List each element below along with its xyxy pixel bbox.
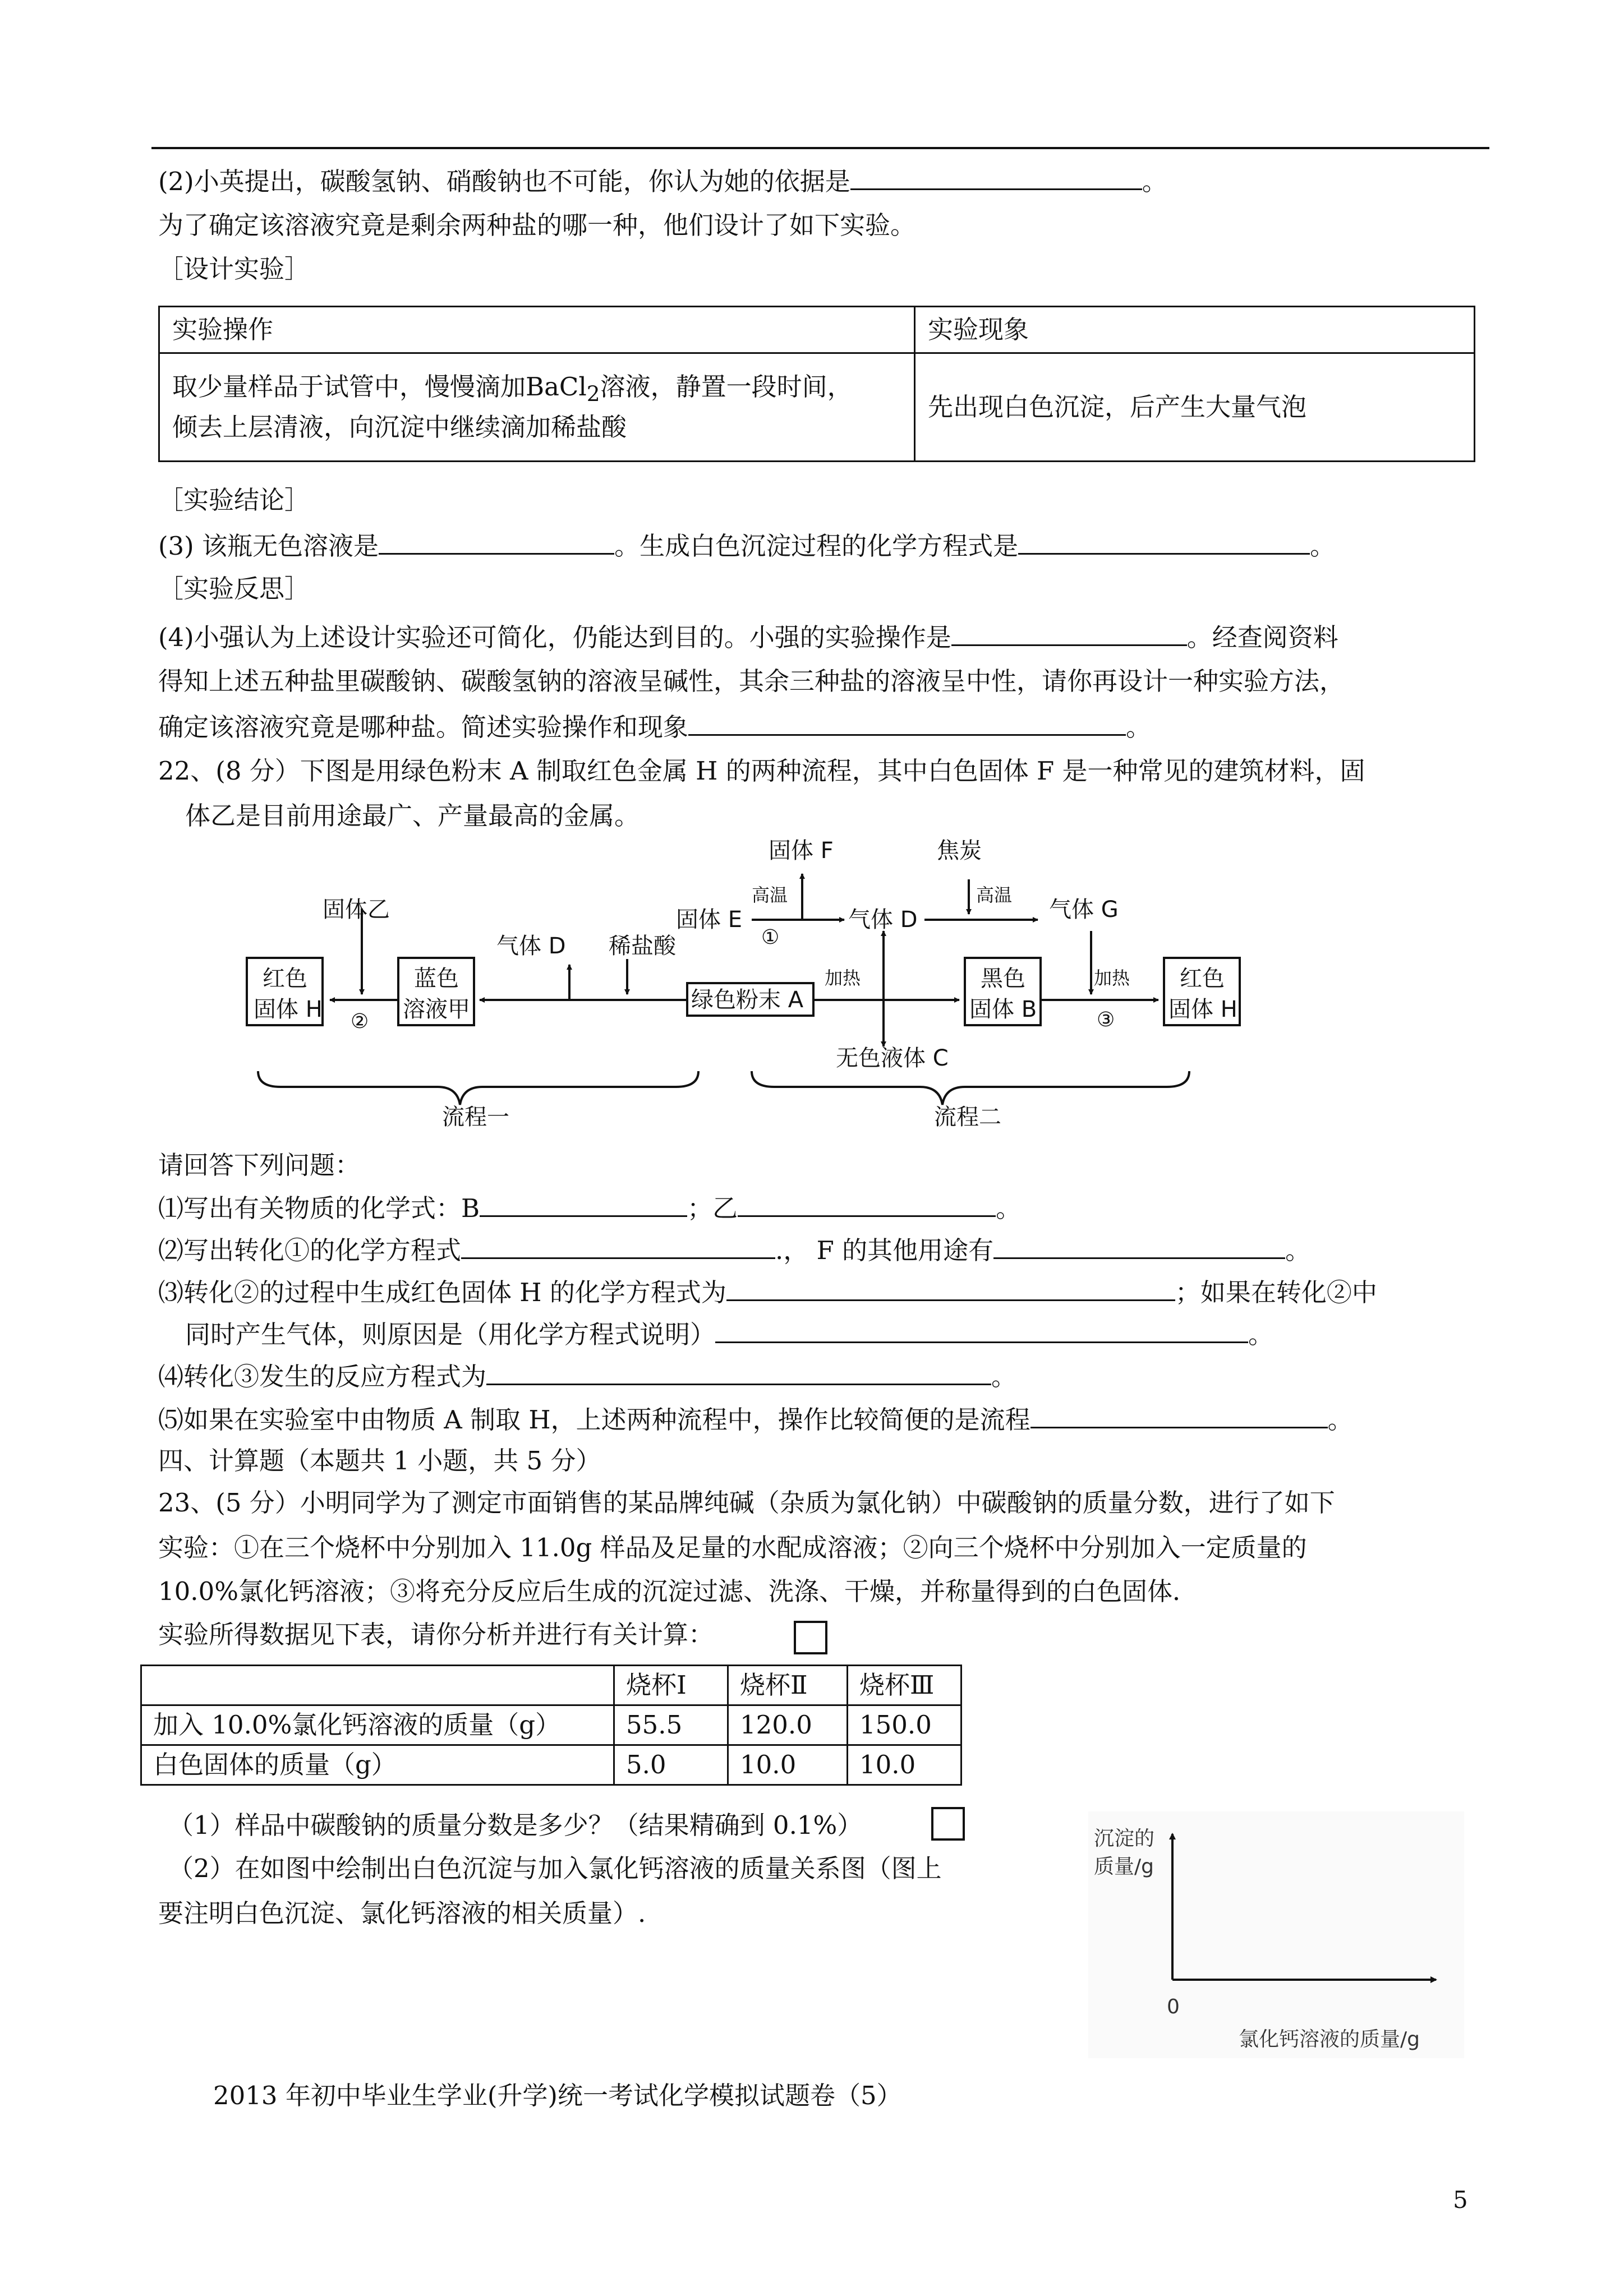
label-dilute-hcl: 稀盐酸 [609, 933, 676, 959]
q22-prompt: 请回答下列问题： [158, 1150, 361, 1180]
y-axis-label-line1: 沉淀的 [1094, 1827, 1155, 1850]
label-gas-d-top: 气体 D [848, 907, 918, 933]
label-gas-d-left: 气体 D [496, 933, 566, 959]
label-heat-1: 加热 [825, 967, 861, 989]
label-red-right-1: 红色 [1180, 966, 1225, 992]
answer-blank[interactable] [688, 709, 1126, 736]
label-high-temp-2: 高温 [976, 884, 1013, 906]
q22-sub1: ⑴写出有关物质的化学式：B ；乙 。 [158, 1191, 1021, 1225]
table-cell: 5.0 [614, 1745, 728, 1785]
table-cell: 120.0 [728, 1705, 848, 1745]
label-red-left-2: 固体 H [254, 997, 323, 1022]
label-solid-f: 固体 F [769, 838, 834, 864]
label-red-left-1: 红色 [263, 966, 307, 992]
q22-sub3-line1: ⑶转化②的过程中生成红色固体 H 的化学方程式为 ；如果在转化②中 [158, 1275, 1377, 1310]
blank-graph [1088, 1811, 1481, 2058]
table-header: 烧杯Ⅱ [728, 1666, 848, 1705]
label-black-1: 黑色 [981, 966, 1025, 992]
label-high-temp-1: 高温 [752, 884, 788, 906]
q21-part3: (3) 该瓶无色溶液是 。生成白色沉淀过程的化学方程式是 。 [158, 528, 1335, 563]
y-axis-label-line2: 质量/g [1094, 1855, 1154, 1878]
experiment-table [158, 306, 1475, 462]
q23-sub2-line1: （2）在如图中绘制出白色沉淀与加入氯化钙溶液的质量关系图（图上 [168, 1854, 942, 1883]
answer-blank[interactable] [726, 1275, 1175, 1301]
q22-sub4: ⑷转化③发生的反应方程式为 。 [158, 1359, 1016, 1394]
table-cell: 白色固体的质量（g） [141, 1745, 614, 1785]
conclusion-heading: ［实验结论］ [158, 485, 310, 515]
answer-blank[interactable] [715, 1317, 1248, 1343]
answer-blank[interactable] [993, 1233, 1285, 1259]
answer-blank[interactable] [461, 1233, 775, 1259]
data-table [140, 1665, 962, 1786]
label-flow-2: 流程二 [934, 1104, 1001, 1130]
answer-blank[interactable] [850, 164, 1142, 190]
answer-blank[interactable] [1018, 528, 1310, 555]
q21-part2: (2)小英提出，碳酸氢钠、硝酸钠也不可能，你认为她的依据是 。 [158, 164, 1167, 199]
table-cell: 10.0 [848, 1745, 961, 1785]
table-row [141, 1666, 961, 1705]
table-row [141, 1745, 961, 1785]
label-step-1: ① [761, 926, 780, 949]
section-heading: 四、计算题（本题共 1 小题，共 5 分） [158, 1446, 601, 1476]
table-cell: 10.0 [728, 1745, 848, 1785]
brace-flow-1 [258, 1071, 698, 1105]
label-coke: 焦炭 [937, 838, 982, 864]
brace-flow-2 [752, 1071, 1189, 1105]
label-liquid-c: 无色液体 C [836, 1045, 949, 1071]
label-solid-yi: 固体乙 [323, 897, 390, 923]
table-cell: 150.0 [848, 1705, 961, 1745]
flow-diagram [0, 836, 1624, 1144]
label-blue-1: 蓝色 [414, 966, 459, 992]
q21-part4-line2: 得知上述五种盐里碳酸钠、碳酸氢钠的溶液呈碱性，其余三种盐的溶液呈中性，请你再设计一种实验方法， [158, 666, 1345, 696]
label-blue-2: 溶液甲 [403, 997, 470, 1022]
q23-line2: 实验：①在三个烧杯中分别加入 11.0g 样品及足量的水配成溶液；②向三个烧杯中分别加入一定质量的 [158, 1533, 1307, 1562]
q22-sub2: ⑵写出转化①的化学方程式 .， F 的其他用途有 。 [158, 1233, 1310, 1267]
q22-sub5: ⑸如果在实验室中由物质 A 制取 H，上述两种流程中，操作比较简便的是流程 。 [158, 1402, 1353, 1437]
answer-blank[interactable] [379, 528, 614, 555]
label-flow-1: 流程一 [442, 1104, 509, 1130]
score-box[interactable] [794, 1621, 827, 1654]
q23-line3: 10.0%氯化钙溶液；③将充分反应后生成的沉淀过滤、洗涤、干燥，并称量得到的白色固体． [158, 1576, 1198, 1606]
table-row [141, 1705, 961, 1745]
q21-intro: 为了确定该溶液究竟是剩余两种盐的哪一种，他们设计了如下实验。 [158, 210, 916, 240]
score-box[interactable] [931, 1807, 965, 1841]
q23-line1: 23、(5 分）小明同学为了测定市面销售的某品牌纯碱（杂质为氯化钠）中碳酸钠的质量分数，进行了如下 [158, 1488, 1335, 1518]
table-cell: 55.5 [614, 1705, 728, 1745]
label-solid-e: 固体 E [676, 907, 742, 933]
table-cell: 加入 10.0%氯化钙溶液的质量（g） [141, 1705, 614, 1745]
answer-blank[interactable] [951, 620, 1187, 646]
table-header: 实验操作 [159, 307, 915, 353]
table-header: 烧杯Ⅰ [614, 1666, 728, 1705]
table-cell-phenomenon: 先出现白色沉淀，后产生大量气泡 [915, 353, 1475, 462]
q22-line2: 体乙是目前用途最广、产量最高的金属。 [185, 801, 640, 831]
label-black-2: 固体 B [969, 997, 1037, 1022]
answer-blank[interactable] [480, 1191, 687, 1217]
label-green-a: 绿色粉末 A [691, 987, 804, 1013]
answer-blank[interactable] [1030, 1402, 1328, 1428]
answer-blank[interactable] [486, 1359, 991, 1385]
table-header: 烧杯Ⅲ [848, 1666, 961, 1705]
label-gas-g: 气体 G [1049, 897, 1119, 923]
q21-part4-line1: (4)小强认为上述设计实验还可简化，仍能达到目的。小强的实验操作是 。经查阅资料 [158, 620, 1338, 654]
table-header: 实验现象 [915, 307, 1475, 353]
label-step-3: ③ [1097, 1008, 1115, 1031]
design-heading: ［设计实验］ [158, 254, 310, 284]
q23-line4: 实验所得数据见下表，请你分析并进行有关计算： [158, 1620, 714, 1649]
page-number: 5 [1453, 2186, 1468, 2214]
label-red-right-2: 固体 H [1168, 997, 1237, 1022]
q21-part4-line3: 确定该溶液究竟是哪种盐。简述实验操作和现象 。 [158, 709, 1151, 744]
q22-line1: 22、(8 分）下图是用绿色粉末 A 制取红色金属 H 的两种流程，其中白色固体 F 是一种常见的建筑材料，固 [158, 756, 1365, 786]
answer-blank[interactable] [738, 1191, 996, 1217]
footer-title: 2013 年初中毕业生学业(升学)统一考试化学模拟试题卷（5） [213, 2081, 902, 2110]
label-step-2: ② [351, 1010, 369, 1033]
table-header [141, 1666, 614, 1705]
header-rule [151, 147, 1489, 149]
q23-sub2-line2: 要注明白色沉淀、氯化钙溶液的相关质量）. [158, 1898, 646, 1928]
label-heat-2: 加热 [1094, 967, 1130, 989]
origin-label: 0 [1167, 1995, 1180, 2018]
q23-sub1: （1）样品中碳酸钠的质量分数是多少？（结果精确到 0.1%） [168, 1810, 863, 1840]
table-cell-operation: 取少量样品于试管中，慢慢滴加BaCl$_2$溶液，静置一段时间， 倾去上层清液，向沉淀中继续滴加稀盐酸 [159, 353, 915, 462]
q22-sub3-line2: 同时产生气体，则原因是（用化学方程式说明） 。 [185, 1317, 1273, 1352]
x-axis-label: 氯化钙溶液的质量/g [1239, 2028, 1420, 2051]
reflection-heading: ［实验反思］ [158, 574, 310, 603]
